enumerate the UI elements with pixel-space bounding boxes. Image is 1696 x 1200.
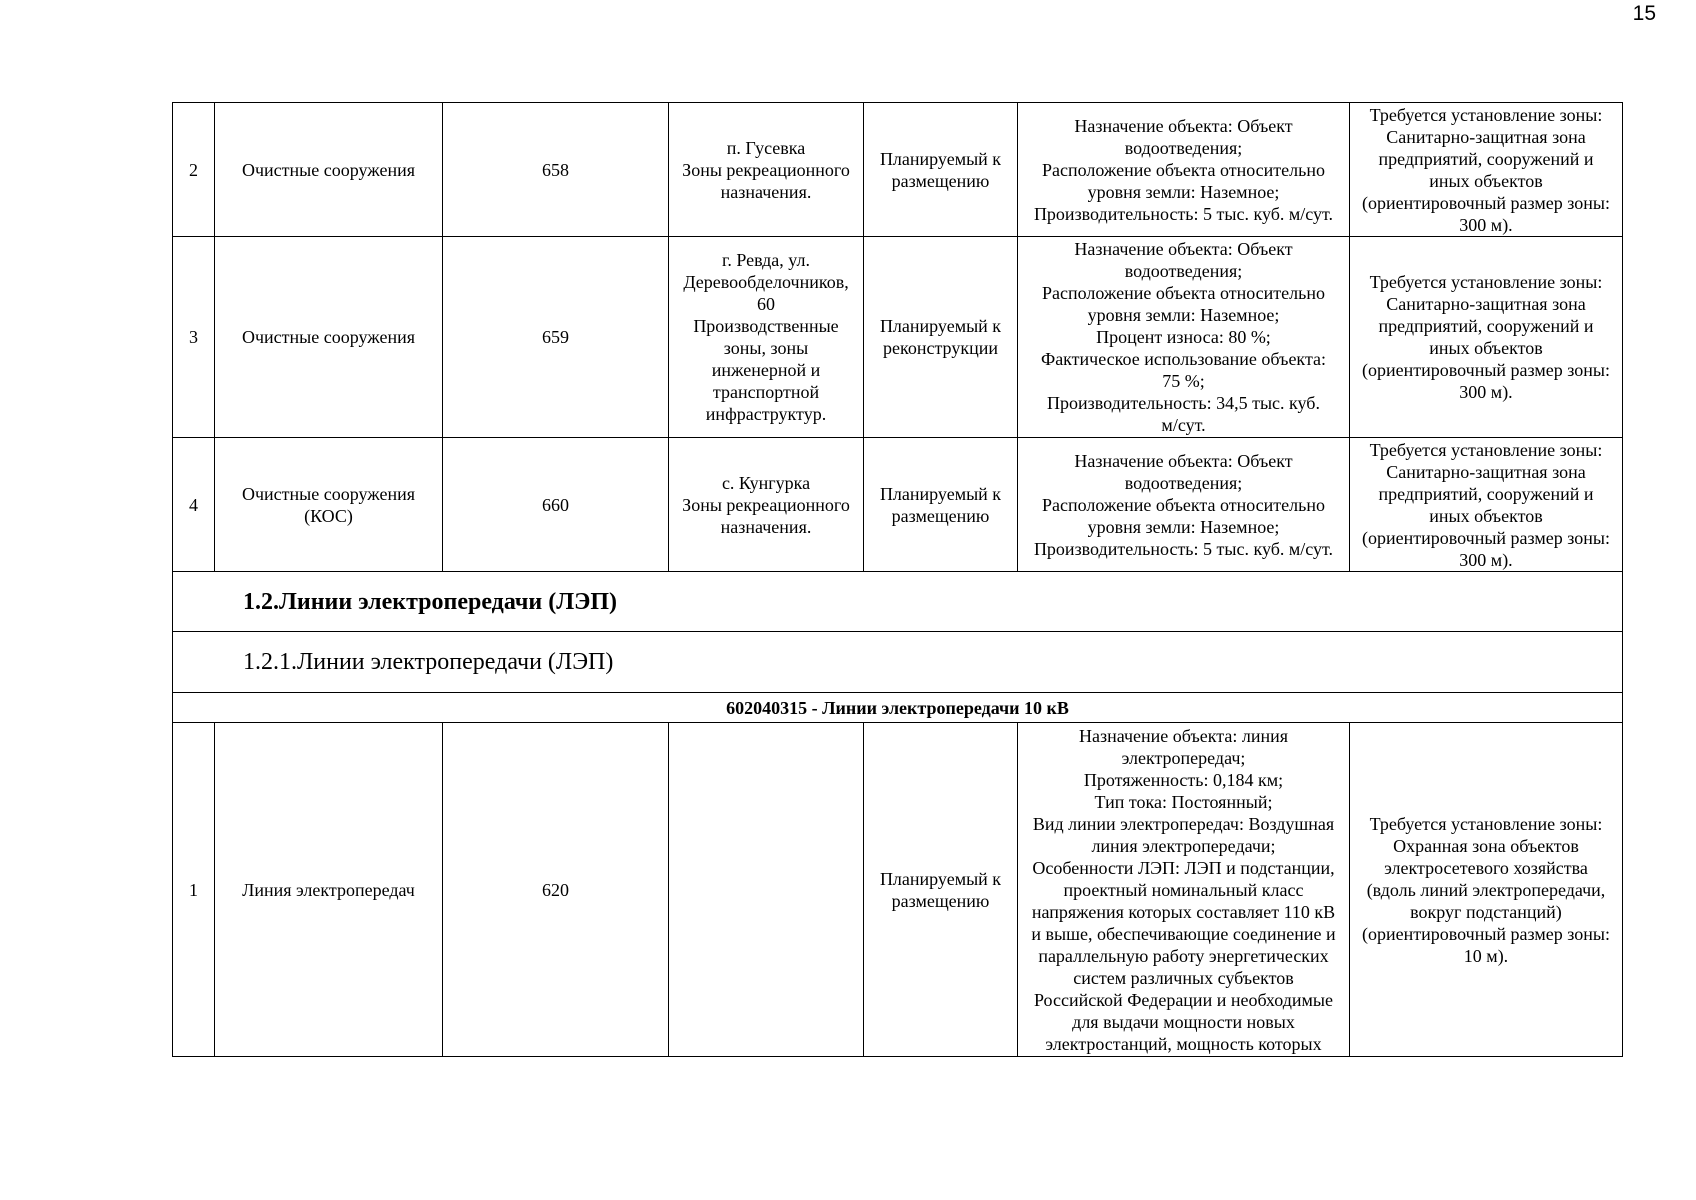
object-code: 659 bbox=[443, 237, 669, 438]
row-number: 4 bbox=[173, 438, 215, 572]
object-status: Планируемый к размещению bbox=[864, 103, 1018, 237]
page-number: 15 bbox=[1632, 2, 1656, 25]
object-status: Планируемый к размещению bbox=[864, 723, 1018, 1057]
section-row bbox=[173, 572, 1623, 632]
object-characteristics: Назначение объекта: Объект водоотведения; Расположение объекта относительно уровня земли: Наземное; Производительность: 5 тыс. куб. м/сут. bbox=[1018, 103, 1350, 237]
object-name: Очистные сооружения (КОС) bbox=[215, 438, 443, 572]
object-location: п. Гусевка Зоны рекреационного назначения. bbox=[669, 103, 864, 237]
object-code: 660 bbox=[443, 438, 669, 572]
group-code-row bbox=[173, 693, 1623, 723]
table-row bbox=[173, 723, 1623, 1057]
object-location bbox=[669, 723, 864, 1057]
row-number: 1 bbox=[173, 723, 215, 1057]
object-name: Линия электропередач bbox=[215, 723, 443, 1057]
object-zone: Требуется установление зоны: Санитарно-защитная зона предприятий, сооружений и иных объектов (ориентировочный размер зоны: 300 м). bbox=[1350, 103, 1623, 237]
group-code-title: 602040315 - Линии электропередачи 10 кВ bbox=[173, 693, 1623, 723]
table-row bbox=[173, 237, 1623, 438]
row-number: 2 bbox=[173, 103, 215, 237]
object-characteristics: Назначение объекта: Объект водоотведения; Расположение объекта относительно уровня земли: Наземное; Производительность: 5 тыс. куб. м/сут. bbox=[1018, 438, 1350, 572]
object-location: с. Кунгурка Зоны рекреационного назначения. bbox=[669, 438, 864, 572]
row-number: 3 bbox=[173, 237, 215, 438]
object-code: 620 bbox=[443, 723, 669, 1057]
object-characteristics: Назначение объекта: линия электропередач; Протяженность: 0,184 км; Тип тока: Постоянный; Вид линии электропередач: Воздушная линия электропередачи; Особенности ЛЭП: ЛЭП и подстанции, проектный номинальный класс напряжения которых составляет 110 кВ и выше, обеспечивающие соединение и параллельную работу энергетических систем различных субъектов Российской Федерации и необходимые для выдачи мощности новых электростанций, мощность которых bbox=[1018, 723, 1350, 1057]
object-status: Планируемый к реконструкции bbox=[864, 237, 1018, 438]
object-characteristics: Назначение объекта: Объект водоотведения; Расположение объекта относительно уровня земли: Наземное; Процент износа: 80 %; Фактическое использование объекта: 75 %; Производительность: 34,5 тыс. куб. м/сут. bbox=[1018, 237, 1350, 438]
object-status: Планируемый к размещению bbox=[864, 438, 1018, 572]
objects-table bbox=[172, 102, 1623, 1057]
section-title: 1.2.Линии электропередачи (ЛЭП) bbox=[173, 572, 1623, 632]
object-zone: Требуется установление зоны: Охранная зона объектов электросетевого хозяйства (вдоль линий электропередачи, вокруг подстанций) (ориентировочный размер зоны: 10 м). bbox=[1350, 723, 1623, 1057]
table-row bbox=[173, 438, 1623, 572]
object-code: 658 bbox=[443, 103, 669, 237]
object-zone: Требуется установление зоны: Санитарно-защитная зона предприятий, сооружений и иных объектов (ориентировочный размер зоны: 300 м). bbox=[1350, 438, 1623, 572]
subsection-title: 1.2.1.Линии электропередачи (ЛЭП) bbox=[173, 632, 1623, 693]
object-location: г. Ревда, ул. Деревообделочников, 60 Производственные зоны, зоны инженерной и транспортной инфраструктур. bbox=[669, 237, 864, 438]
subsection-row bbox=[173, 632, 1623, 693]
object-name: Очистные сооружения bbox=[215, 237, 443, 438]
object-zone: Требуется установление зоны: Санитарно-защитная зона предприятий, сооружений и иных объектов (ориентировочный размер зоны: 300 м). bbox=[1350, 237, 1623, 438]
table-row bbox=[173, 103, 1623, 237]
object-name: Очистные сооружения bbox=[215, 103, 443, 237]
